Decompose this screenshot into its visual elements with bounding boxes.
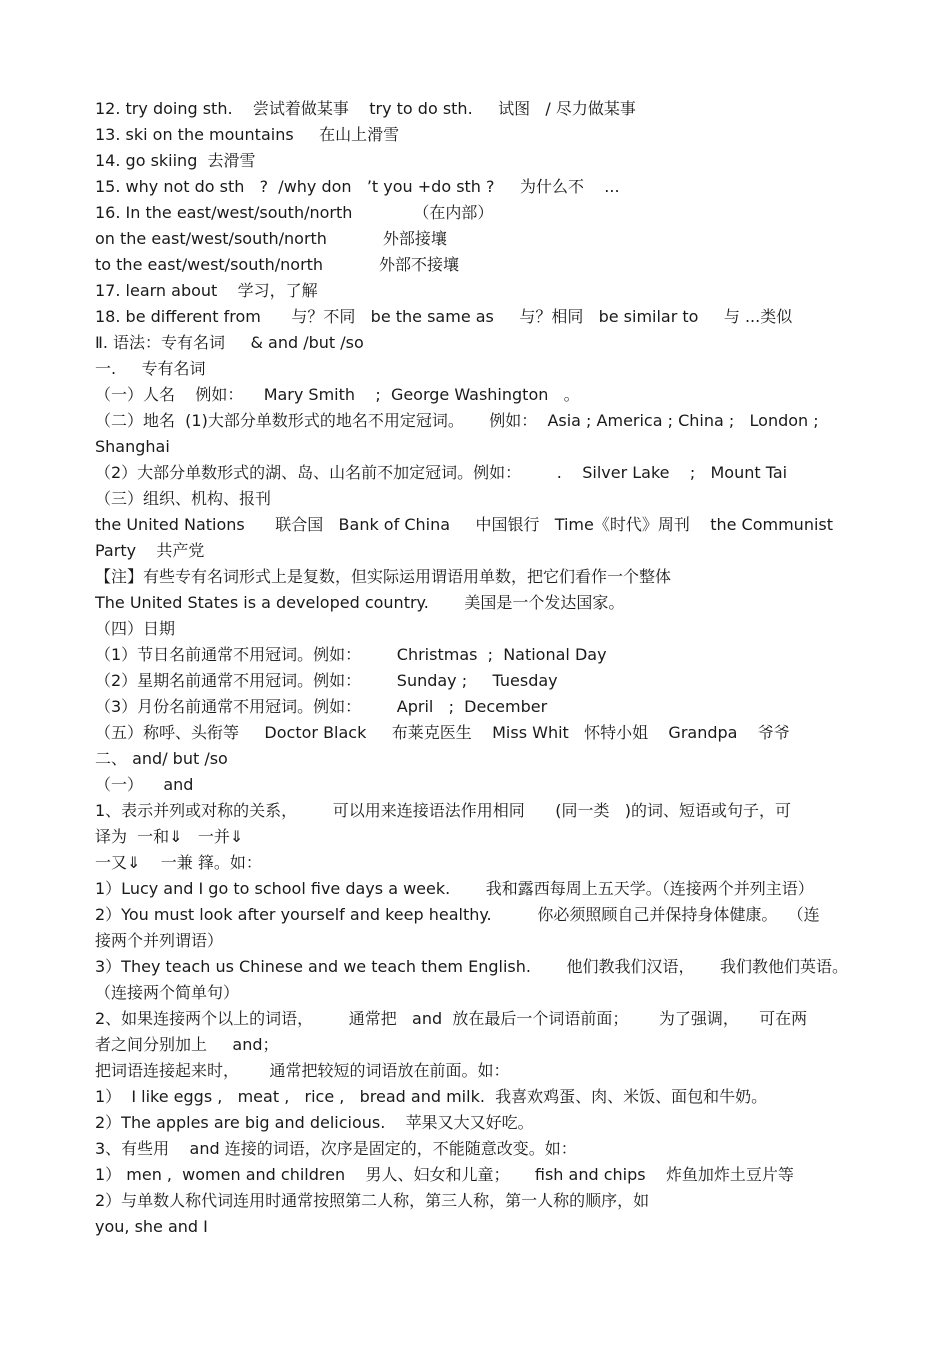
line-party: Party 共产党 [95,541,205,560]
line-and-rule-1-cont2: 一又⇓ 一兼 箨。如： [95,853,262,872]
line-12-try-doing: 12. try doing sth. 尝试着做某事 try to do sth. 试图 / 尽力做某事 [95,99,636,118]
line-united-states: The United States is a developed country. 美国是一个发达国家。 [95,593,625,612]
line-titles: （五）称呼、头衔等 Doctor Black 布莱克医生 Miss Whit 怀特小姐 Grandpa 爷爷 [95,723,790,742]
heading-dates: （四）日期 [95,619,176,638]
line-on-the-east: on the east/west/south/north 外部接壤 [95,229,447,248]
line-note: 【注】有些专有名词形式上是复数，但实际运用谓语用单数，把它们看作一个整体 [95,567,672,586]
line-example-eggs: 1） I like eggs , meat , rice , bread and milk. 我喜欢鸡蛋、肉、米饭、面包和牛奶。 [95,1087,768,1106]
line-example-healthy-cont: 接两个并列谓语） [95,931,224,950]
line-example-teach: 3）They teach us Chinese and we teach them English. 他们教我们汉语， 我们教他们英语。 [95,957,848,976]
line-18-be-different: 18. be different from 与？不同 be the same as 与？相同 be similar to 与 ...类似 [95,307,793,326]
section-heading-grammar: Ⅱ. 语法：专有名词 & and /but /so [95,333,364,352]
line-holidays: （1）节日名前通常不用冠词。例如： Christmas ; National Day [95,645,607,664]
line-example-healthy: 2）You must look after yourself and keep healthy. 你必须照顾自己并保持身体健康。 （连 [95,905,820,924]
line-shanghai: Shanghai [95,437,170,456]
heading-proper-nouns: 一. 专有名词 [95,359,206,378]
line-person-names: （一）人名 例如： Mary Smith ; George Washington 。 [95,385,580,404]
line-weekdays: （2）星期名前通常不用冠词。例如： Sunday ; Tuesday [95,671,558,690]
heading-and-but-so: 二、 and/ but /so [95,749,228,768]
line-and-rule-2: 2、如果连接两个以上的词语， 通常把 and 放在最后一个词语前面； 为了强调， 可在两 [95,1009,808,1028]
line-you-she-i: you, she and I [95,1217,208,1236]
heading-and: （一） and [95,775,194,794]
line-organization-examples: the United Nations 联合国 Bank of China 中国银行 Time《时代》周刊 the Communist [95,515,834,534]
line-months: （3）月份名前通常不用冠词。例如： April ; December [95,697,548,716]
line-place-names: （二）地名 (1)大部分单数形式的地名不用定冠词。 例如： Asia ; America ; China ; London ; [95,411,819,430]
line-and-rule-1-cont: 译为 一和⇓ 一并⇓ [95,827,244,846]
line-16-in-the-east: 16. In the east/west/south/north （在内部） [95,203,494,222]
line-pronoun-order: 2）与单数人称代词连用时通常按照第二人称，第三人称，第一人称的顺序，如 [95,1191,650,1210]
line-example-lucy: 1）Lucy and I go to school five days a week. 我和露西每周上五天学。（连接两个并列主语） [95,879,814,898]
line-and-rule-3: 3、有些用 and 连接的词语，次序是固定的，不能随意改变。如： [95,1139,577,1158]
line-example-teach-cont: （连接两个简单句） [95,983,240,1002]
line-lakes-islands: （2）大部分单数形式的湖、岛、山名前不加定冠词。例如： . Silver Lake ; Mount Tai [95,463,788,482]
line-14-go-skiing: 14. go skiing 去滑雪 [95,151,256,170]
line-example-apples: 2）The apples are big and delicious. 苹果又大又好吃。 [95,1113,534,1132]
line-and-rule-2-cont: 者之间分别加上 and； [95,1035,279,1054]
document-page [95,96,865,1240]
line-example-men-women: 1） men , women and children 男人、妇女和儿童； fish and chips 炸鱼加炸土豆片等 [95,1165,794,1184]
line-and-rule-1: 1、表示并列或对称的关系， 可以用来连接语法作用相同 (同一类 )的词、短语或句子，可 [95,801,792,820]
line-15-why-not: 15. why not do sth ? /why don ’t you +do sth ? 为什么不 ... [95,177,620,196]
line-13-ski: 13. ski on the mountains 在山上滑雪 [95,125,400,144]
heading-organizations: （三）组织、机构、报刊 [95,489,272,508]
line-17-learn-about: 17. learn about 学习，了解 [95,281,318,300]
line-to-the-east: to the east/west/south/north 外部不接壤 [95,255,460,274]
line-and-rule-2-cont2: 把词语连接起来时， 通常把较短的词语放在前面。如： [95,1061,510,1080]
